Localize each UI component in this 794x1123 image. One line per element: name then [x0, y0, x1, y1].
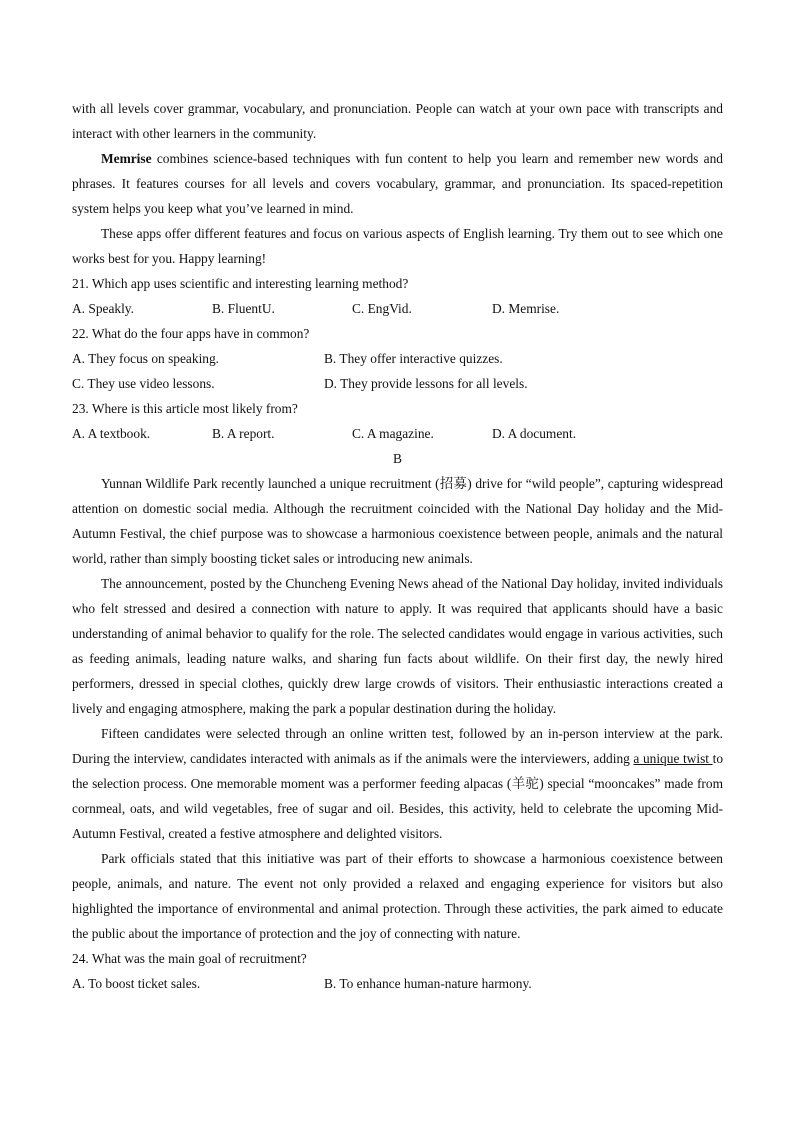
option-24-a: A. To boost ticket sales.: [72, 976, 201, 991]
question-23-stem: 23. Where is this article most likely from?: [72, 401, 298, 416]
page-content: [72, 96, 723, 996]
option-22-b: B. They offer interactive quizzes.: [324, 351, 503, 366]
option-23-c: C. A magazine.: [352, 426, 434, 441]
option-23-b: B. A report.: [212, 426, 275, 441]
question-24-stem: 24. What was the main goal of recruitment?: [72, 951, 307, 966]
option-21-b: B. FluentU.: [212, 301, 275, 316]
section-b-heading: B: [393, 451, 402, 466]
question-22-options-row-1: [72, 346, 723, 371]
paragraph-3-end: to the selection process. One memorable moment was a performer feeding alpacas (羊驼) special “mooncakes” made from cornmeal, oats, and wild vegetables, free of sugar and oil. Besides, this activity, held to celebrate the upcoming Mid-Autumn Festival, created a festive atmosphere and delighted visitors.: [72, 751, 724, 841]
option-22-d: D. They provide lessons for all levels.: [324, 376, 528, 391]
closing-paragraph: These apps offer different features and focus on various aspects of English learning. Try them out to see which one works best for you. Happy learning!: [72, 226, 723, 266]
question-22-options-row-2: [72, 371, 723, 396]
option-22-a: A. They focus on speaking.: [72, 351, 220, 366]
option-21-a: A. Speakly.: [72, 301, 134, 316]
passage-b-paragraph-3: [72, 721, 723, 846]
question-24-options: [72, 971, 723, 996]
question-22-stem: 22. What do the four apps have in common?: [72, 326, 310, 341]
memrise-description: combines science-based techniques with fun content to help you learn and remember new words and phrases. It features courses for all levels and covers vocabulary, grammar, and pronunciation. Its spaced-repetition system helps you keep what you’ve learned in mind.: [72, 151, 723, 216]
passage-b-paragraph-1: Yunnan Wildlife Park recently launched a unique recruitment (招募) drive for “wild people”, capturing widespread attention on domestic social media. Although the recruitment coincided with the National Day holiday and the Mid-Autumn Festival, the chief purpose was to showcase a harmonious coexistence between people, animals and the natural world, rather than simply boosting ticket sales or introducing new animals.: [72, 476, 723, 566]
question-23-options: [72, 421, 723, 446]
question-21-options: [72, 296, 723, 321]
option-21-d: D. Memrise.: [492, 301, 560, 316]
paragraph-3-start: Fifteen candidates were selected through an online written test, followed by an in-person interview at the park. During the interview, candidates interacted with animals as if the animals were the interviewers, adding: [72, 726, 723, 766]
underlined-phrase: a unique twist: [633, 751, 713, 766]
option-21-c: C. EngVid.: [352, 301, 412, 316]
option-24-b: B. To enhance human-nature harmony.: [324, 976, 532, 991]
option-23-d: D. A document.: [492, 426, 577, 441]
question-21-stem: 21. Which app uses scientific and interesting learning method?: [72, 276, 409, 291]
memrise-paragraph: [72, 146, 723, 221]
option-22-c: C. They use video lessons.: [72, 376, 215, 391]
passage-b-paragraph-2: The announcement, posted by the Chuncheng Evening News ahead of the National Day holiday, invited individuals who felt stressed and desired a connection with nature to apply. It was required that applicants should have a basic understanding of animal behavior to qualify for the role. The selected candidates would engage in various activities, such as feeding animals, leading nature walks, and sharing fun facts about wildlife. On their first day, the newly hired performers, dressed in special clothes, quickly drew large crowds of visitors. Their enthusiastic interactions created a lively and engaging atmosphere, making the park a popular destination during the holiday.: [72, 576, 723, 716]
app-description-paragraph: with all levels cover grammar, vocabulary, and pronunciation. People can watch at your own pace with transcripts and interact with other learners in the community.: [72, 101, 723, 141]
passage-b-paragraph-4: Park officials stated that this initiative was part of their efforts to showcase a harmonious coexistence between people, animals, and nature. The event not only provided a relaxed and engaging experience for visitors but also highlighted the importance of environmental and animal protection. Through these activities, the park aimed to educate the public about the importance of protection and the joy of connecting with nature.: [72, 851, 723, 941]
option-23-a: A. A textbook.: [72, 426, 151, 441]
memrise-name: Memrise: [101, 151, 152, 166]
